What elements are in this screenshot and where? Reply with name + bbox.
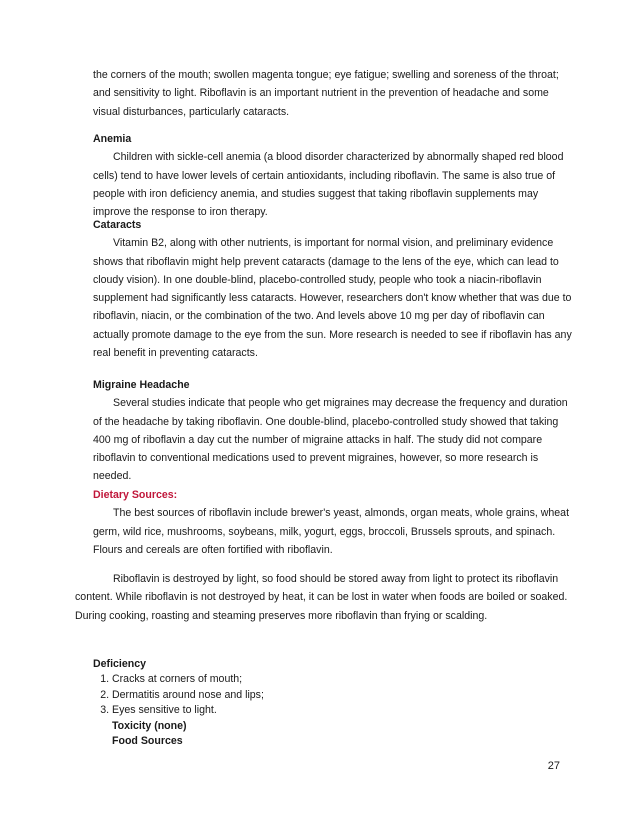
cataracts-heading: Cataracts bbox=[93, 219, 142, 231]
anemia-paragraph: Children with sickle-cell anemia (a blood disorder characterized by abnormally shaped red blood cells) tend to have lower levels of certain antioxidants, including riboflavin. The same is also true of people with iron deficiency anemia, and studies suggest that taking riboflavin supplements may improve the response to iron therapy. bbox=[93, 151, 564, 219]
deficiency-list bbox=[93, 672, 573, 718]
deficiency-section bbox=[93, 657, 573, 749]
cataracts-section bbox=[93, 216, 573, 362]
cataracts-paragraph: Vitamin B2, along with other nutrients, is important for normal vision, and preliminary evidence shows that riboflavin might help prevent cataracts (damage to the lens of the eye, which can lead to cloudy vision). In one double-blind, placebo-controlled study, people who took a niacin-riboflavin supplement had significantly less cataracts. However, researchers don't know whether that was due to riboflavin, niacin, or the combination of the two. And levels above 10 mg per day of riboflavin can actually promote damage to the eye from the sun. More research is needed to see if riboflavin has any real benefit in preventing cataracts. bbox=[93, 237, 572, 360]
storage-section bbox=[75, 570, 575, 625]
toxicity-heading: Toxicity (none) bbox=[112, 719, 187, 732]
migraine-paragraph: Several studies indicate that people who get migraines may decrease the frequency and duration of the headache by taking riboflavin. One double-blind, placebo-controlled study showed that taking 400 mg of riboflavin a day cut the number of migraine attacks in half. The study did not compare riboflavin to conventional medications used to prevent migraines, however, so more research is needed. bbox=[93, 397, 568, 483]
dietary-heading: Dietary Sources: bbox=[93, 489, 178, 501]
intro-section bbox=[93, 66, 573, 121]
migraine-heading: Migraine Headache bbox=[93, 379, 190, 391]
dietary-section bbox=[93, 486, 573, 559]
list-item: 3. Eyes sensitive to light. bbox=[112, 703, 573, 718]
deficiency-heading: Deficiency bbox=[93, 658, 146, 670]
migraine-section bbox=[93, 376, 573, 486]
list-item: 2. Dermatitis around nose and lips; bbox=[112, 688, 573, 703]
list-item: 1. Cracks at corners of mouth; bbox=[112, 672, 573, 687]
food-sources-heading: Food Sources bbox=[112, 735, 183, 748]
anemia-heading: Anemia bbox=[93, 133, 132, 145]
page-number: 27 bbox=[547, 760, 560, 772]
intro-paragraph: the corners of the mouth; swollen magenta tongue; eye fatigue; swelling and soreness of the throat; and sensitivity to light. Riboflavin is an important nutrient in the prevention of headache and some visual disturbances, particularly cataracts. bbox=[93, 69, 559, 118]
dietary-paragraph: The best sources of riboflavin include brewer's yeast, almonds, organ meats, whole grains, wheat germ, wild rice, mushrooms, soybeans, milk, yogurt, eggs, broccoli, Brussels sprouts, and spinach. Flours and cereals are often fortified with riboflavin. bbox=[93, 507, 570, 556]
anemia-section bbox=[93, 130, 573, 221]
storage-paragraph: Riboflavin is destroyed by light, so food should be stored away from light to protect its riboflavin content. While riboflavin is not destroyed by heat, it can be lost in water when foods are boiled or soaked. During cooking, roasting and steaming preserves more riboflavin than frying or scalding. bbox=[75, 573, 568, 622]
